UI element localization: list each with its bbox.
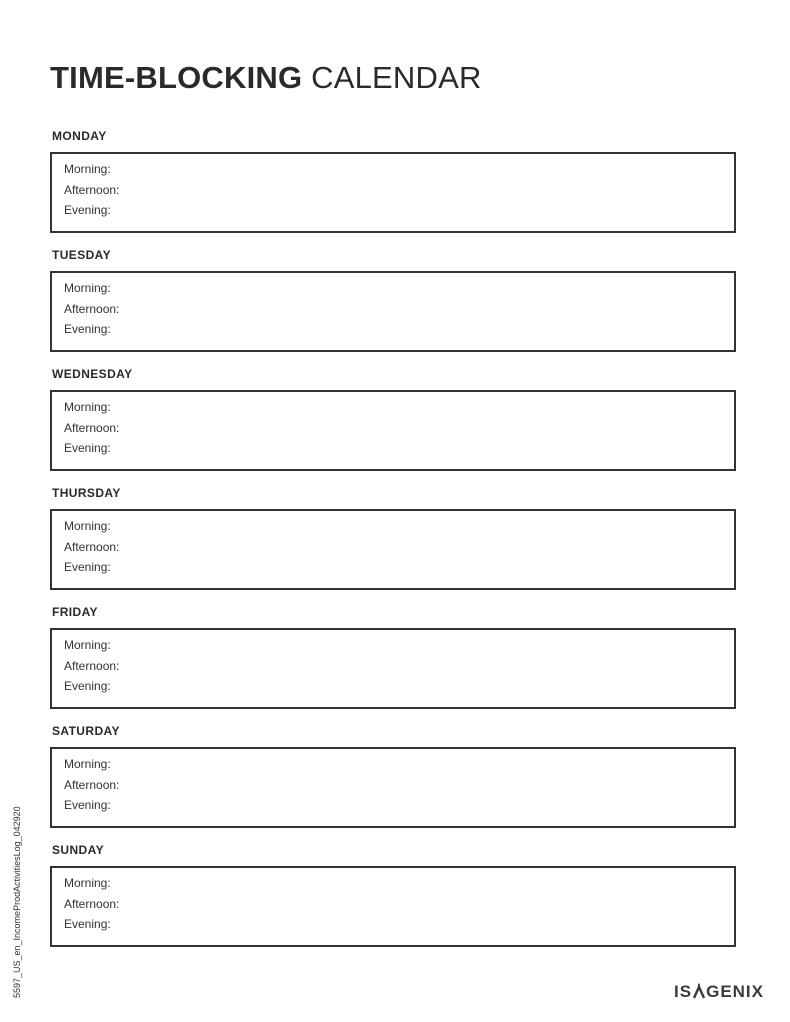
afternoon-label: Afternoon:: [64, 897, 120, 911]
morning-label: Morning:: [64, 281, 111, 295]
morning-label: Morning:: [64, 876, 111, 890]
morning-label: Morning:: [64, 757, 111, 771]
day-label: THURSDAY: [52, 486, 121, 500]
day-list: [50, 128, 736, 961]
document-code: 5597_US_en_IncomeProdActivitiesLog_042920: [12, 806, 22, 998]
morning-label: Morning:: [64, 162, 111, 176]
day-box: [50, 866, 736, 947]
evening-label: Evening:: [64, 322, 111, 336]
day-label: WEDNESDAY: [52, 367, 133, 381]
evening-label: Evening:: [64, 679, 111, 693]
evening-label: Evening:: [64, 917, 111, 931]
day-box: [50, 390, 736, 471]
evening-label: Evening:: [64, 798, 111, 812]
day-box: [50, 271, 736, 352]
morning-label: Morning:: [64, 638, 111, 652]
evening-label: Evening:: [64, 441, 111, 455]
logo-text-start: IS: [674, 982, 693, 1001]
day-label: FRIDAY: [52, 605, 98, 619]
isagenix-logo: [674, 982, 764, 1002]
day-section-monday: [50, 128, 736, 247]
day-label: SATURDAY: [52, 724, 120, 738]
day-box: [50, 628, 736, 709]
day-section-thursday: [50, 485, 736, 604]
title-bold: TIME-BLOCKING: [50, 60, 303, 95]
logo-a-icon: [693, 983, 705, 999]
afternoon-label: Afternoon:: [64, 540, 120, 554]
day-box: [50, 509, 736, 590]
evening-label: Evening:: [64, 560, 111, 574]
day-section-friday: [50, 604, 736, 723]
morning-label: Morning:: [64, 519, 111, 533]
day-section-sunday: [50, 842, 736, 961]
afternoon-label: Afternoon:: [64, 421, 120, 435]
afternoon-label: Afternoon:: [64, 183, 120, 197]
day-label: MONDAY: [52, 129, 107, 143]
afternoon-label: Afternoon:: [64, 302, 120, 316]
day-section-saturday: [50, 723, 736, 842]
morning-label: Morning:: [64, 400, 111, 414]
logo-text-end: GENIX: [706, 982, 764, 1001]
afternoon-label: Afternoon:: [64, 659, 120, 673]
day-label: SUNDAY: [52, 843, 104, 857]
day-label: TUESDAY: [52, 248, 112, 262]
title-light: CALENDAR: [311, 60, 482, 95]
evening-label: Evening:: [64, 203, 111, 217]
afternoon-label: Afternoon:: [64, 778, 120, 792]
day-box: [50, 152, 736, 233]
page-title: [50, 58, 482, 98]
day-section-wednesday: [50, 366, 736, 485]
day-section-tuesday: [50, 247, 736, 366]
day-box: [50, 747, 736, 828]
